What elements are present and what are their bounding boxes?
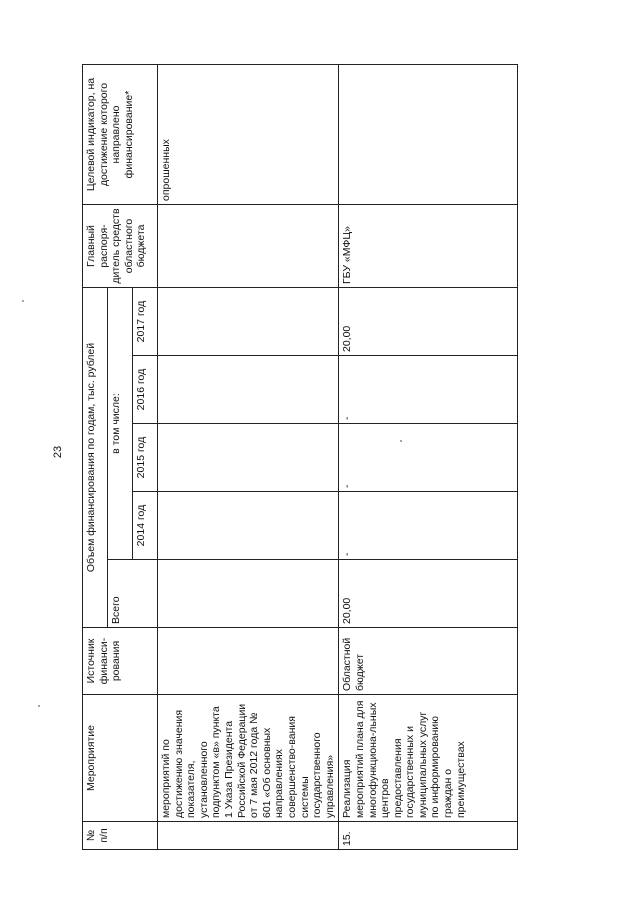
- cell-total: 20,00: [339, 560, 518, 628]
- cell-indicator: [339, 65, 518, 205]
- header-measure: Мероприятие: [83, 695, 158, 822]
- cell-source: [158, 628, 339, 695]
- cell-2014: -: [339, 492, 518, 560]
- cell-main-manager: [158, 205, 339, 288]
- scan-speck: [22, 300, 24, 302]
- table-row: [158, 65, 339, 850]
- cell-2017: 20,00: [339, 288, 518, 356]
- cell-num: 15.: [339, 822, 518, 850]
- cell-2016: [158, 356, 339, 424]
- header-source: Источник финанси-рования: [83, 628, 158, 695]
- financing-table: [82, 64, 518, 850]
- header-total: Всего: [108, 560, 158, 628]
- header-main-manager: Главный распоря-дитель средств областного бюджета: [83, 205, 158, 288]
- page-number: 23: [52, 445, 64, 459]
- cell-indicator: опрошенных: [158, 65, 339, 205]
- cell-2014: [158, 492, 339, 560]
- cell-num: [158, 822, 339, 850]
- header-including: в том числе:: [108, 288, 133, 560]
- header-year-2015: 2015 год: [133, 424, 158, 492]
- table-row: [339, 65, 518, 850]
- cell-measure: Реализация мероприятий плана для многофункциона-льных центров предоставления государственных и муниципальных услуг по информированию граждан о преимуществах: [339, 695, 518, 822]
- header-year-2016: 2016 год: [133, 356, 158, 424]
- cell-main-manager: ГБУ «МФЦ»: [339, 205, 518, 288]
- rotated-table-container: [82, 65, 602, 850]
- cell-2016: -: [339, 356, 518, 424]
- header-year-2017: 2017 год: [133, 288, 158, 356]
- cell-measure: мероприятий по достижению значения показателя, установленного подпунктом «в» пункта 1 Указа Президента Российской Федерации от 7 мая 2012 года № 601 «Об основных направлениях совершенство-вания системы государственного управления»: [158, 695, 339, 822]
- cell-2017: [158, 288, 339, 356]
- cell-2015: -: [339, 424, 518, 492]
- header-indicator: Целевой индикатор, на достижение которого направлено финансирование*: [83, 65, 158, 205]
- cell-source: Областной бюджет: [339, 628, 518, 695]
- header-year-2014: 2014 год: [133, 492, 158, 560]
- cell-2015: [158, 424, 339, 492]
- cell-total: [158, 560, 339, 628]
- scan-speck: [38, 705, 40, 707]
- header-num: № п/п: [83, 822, 158, 850]
- header-volume: Объем финансирования по годам, тыс. рублей: [83, 288, 108, 628]
